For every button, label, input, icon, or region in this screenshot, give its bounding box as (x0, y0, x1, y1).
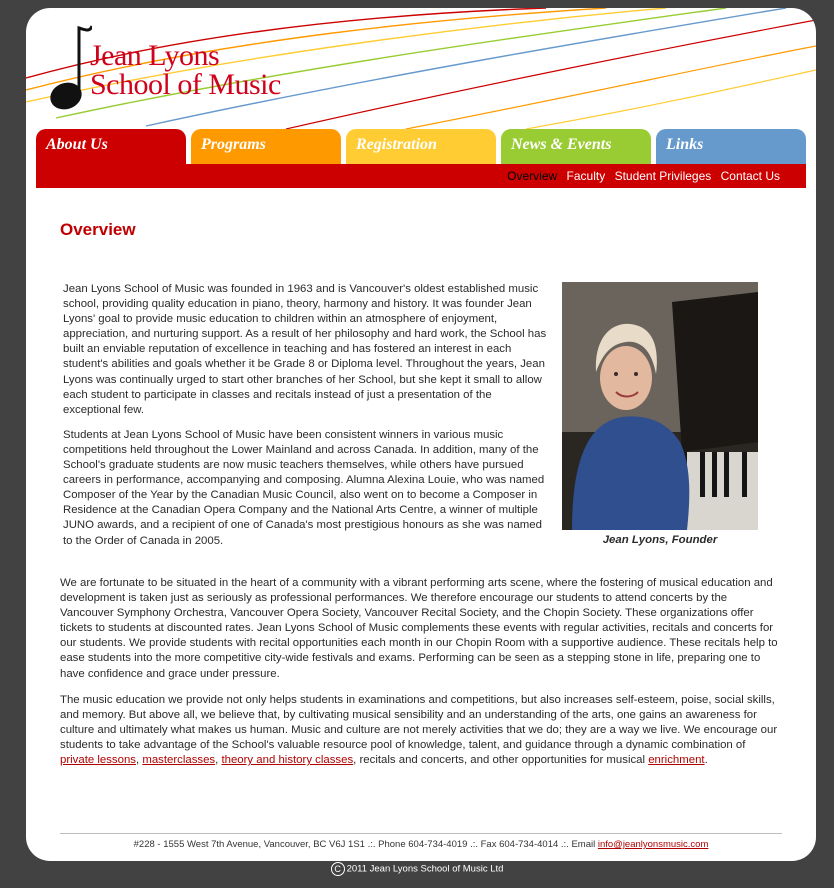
footer-contact (26, 839, 816, 850)
body-text-segment: The music education we provide not only helps students in examinations and competitions, but also increases self-esteem, poise, social skills, and memory. But above all, we believe that, by cultivating musical sensibility and an understanding of the arts, one gains an awareness for culture and ultimately what makes us human. Music and culture are not merely activities that we do; they are a way we live. We encourage our students to take advantage of the School's valuable resource pool of knowledge, talent, and guidance through a dynamic combination of (60, 693, 778, 751)
site-header (26, 8, 816, 129)
body-paragraph (60, 693, 782, 768)
intro-paragraph: Jean Lyons School of Music was founded in 1963 and is Vancouver's oldest established music school, providing quality education in piano, theory, harmony and history. It was founder Jean Lyons' goal to provide music education to children within an atmosphere of enjoyment, appreciation, and nurturing support. As a result of her philosophy and hard work, the School has built an enviable reputation of excellence in teaching and has fostered an interest in each student's abilities and goals whether it be Grade 8 or Diploma level. Throughout the years, Jean Lyons was continually urged to start other branches of her School, but she kept it small to allow each student to participate in classes and recitals instead of just a presentation of the exceptional few. (63, 283, 547, 416)
enrichment-link[interactable]: enrichment (648, 754, 705, 767)
theory-history-link[interactable]: theory and history classes (221, 754, 354, 767)
tab-programs[interactable]: Programs (191, 129, 341, 165)
intro-section (60, 282, 782, 572)
email-link[interactable]: info@jeanlyonsmusic.com (597, 839, 709, 850)
logo-subtitle[interactable]: School of Music (90, 68, 281, 101)
founder-photo-box (562, 282, 758, 548)
copyright (0, 862, 834, 876)
tab-about-us[interactable]: About Us (36, 129, 186, 165)
page-container (26, 8, 816, 861)
copyright-text: 2011 Jean Lyons School of Music Ltd (346, 863, 504, 875)
music-note-icon (46, 24, 92, 114)
sub-nav (36, 164, 806, 188)
tab-links[interactable]: Links (656, 129, 806, 165)
founder-photo (562, 282, 758, 530)
body-text-segment: . (704, 754, 708, 767)
main-nav (36, 129, 806, 165)
body-text-segment: , (135, 754, 143, 767)
subnav-overview[interactable]: Overview (507, 169, 558, 183)
body-text-segment: , recitals and concerts, and other opportunities for musical (353, 754, 649, 767)
subnav-faculty[interactable]: Faculty (566, 169, 606, 183)
intro-paragraph: Students at Jean Lyons School of Music have been consistent winners in various music competitions held throughout the Lower Mainland and across Canada. In addition, many of the School's graduate students are now music teachers themselves, while others have pursued careers in performance, accompanying and composing. Alumna Alexina Louie, who was named Composer of the Year by the Canadian Music Council, also went on to become a Composer in Residence at the Canadian Opera Company and the National Arts Centre, a winner of multiple JUNO awards, and a recipient of one of Canada's most prestigious honours as she was named to the Order of Canada in 2005. (63, 428, 545, 547)
photo-caption: Jean Lyons, Founder (602, 534, 718, 546)
tab-registration[interactable]: Registration (346, 129, 496, 165)
footer-address: #228 - 1555 West 7th Avenue, Vancouver, BC V6J 1S1 .:. Phone 604-734-4019 .:. Fax 604-734-4014 .:. Email (133, 839, 598, 850)
page-title: Overview (60, 220, 136, 239)
subnav-contact-us[interactable]: Contact Us (720, 169, 780, 183)
private-lessons-link[interactable]: private lessons (60, 754, 136, 767)
copyright-icon: C (331, 862, 345, 876)
subnav-student-privileges[interactable]: Student Privileges (614, 169, 712, 183)
footer-divider (60, 833, 782, 834)
main-content (60, 220, 782, 779)
logo-title[interactable]: Jean Lyons (90, 39, 220, 72)
body-paragraph: We are fortunate to be situated in the heart of a community with a vibrant performing arts scene, where the fostering of musical education and development is taken just as seriously as professional performances. We therefore encourage our students to attend concerts by the Vancouver Symphony Orchestra, Vancouver Opera Society, Vancouver Recital Society, and the Chopin Society. These organizations offer tickets to students at discounted rates. Jean Lyons School of Music complements these events with regular activities, recitals and concerts for our students. We provide students with recital opportunities each month in our Chopin Room with a supportive audience. These recitals help to ease students into the more competitive city-wide festivals and exams. Performing can be seen as a stepping stone in life, preparing one to have confidence and grace under pressure. (60, 577, 778, 680)
tab-news-events[interactable]: News & Events (501, 129, 651, 165)
masterclasses-link[interactable]: masterclasses (142, 754, 216, 767)
body-text (60, 576, 782, 768)
body-text-segment: , (215, 754, 222, 767)
